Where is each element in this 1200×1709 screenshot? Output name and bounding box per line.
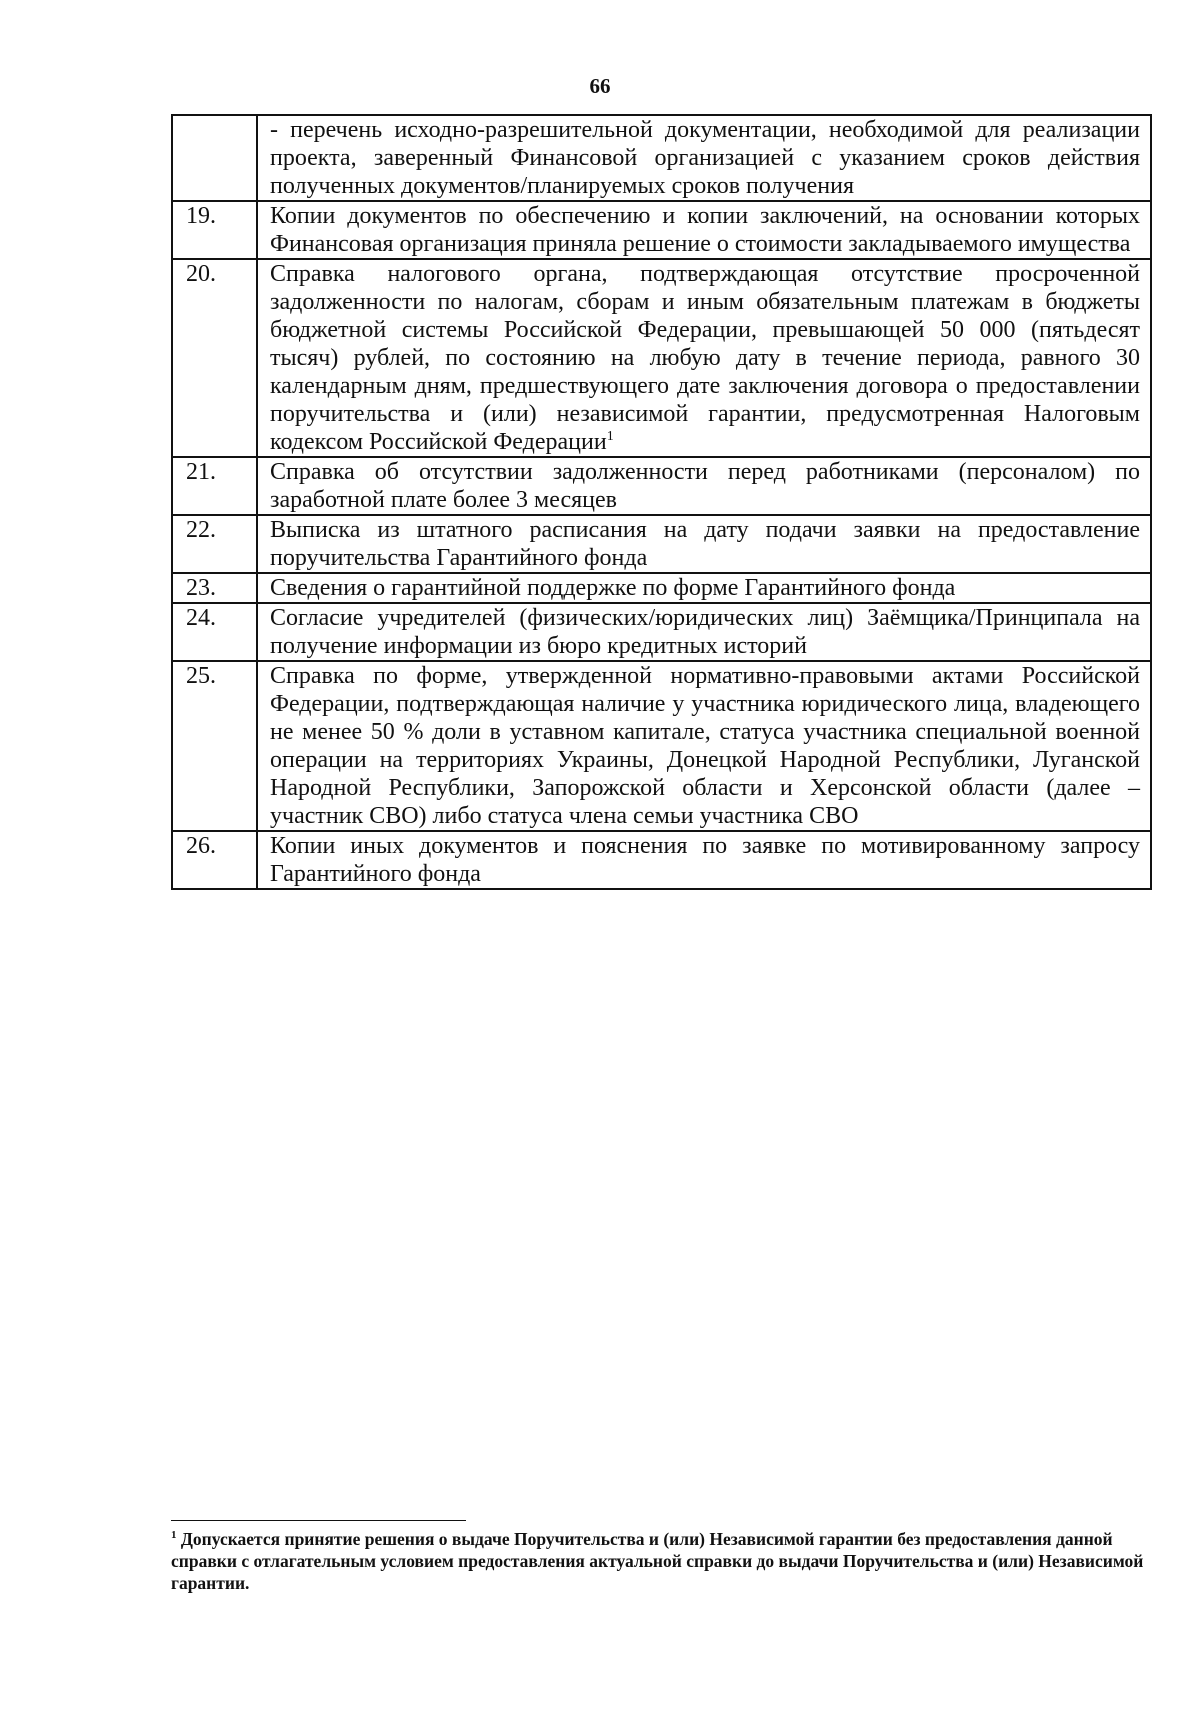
- table-row: [172, 661, 1151, 831]
- footnote: [171, 1528, 1156, 1594]
- row-text-cell: [257, 603, 1151, 661]
- row-text-cell: [257, 831, 1151, 889]
- documents-table-body: [172, 115, 1151, 889]
- row-text: Копии иных документов и пояснения по заявке по мотивированному запросу Гарантийного фонда: [270, 833, 1140, 887]
- row-text-cell: [257, 201, 1151, 259]
- footnote-marker: 1: [171, 1529, 177, 1542]
- row-text: Выписка из штатного расписания на дату подачи заявки на предоставление поручительства Гарантийного фонда: [270, 517, 1140, 571]
- row-text-cell: [257, 573, 1151, 603]
- table-row: [172, 115, 1151, 201]
- table-row: [172, 831, 1151, 889]
- row-number: [172, 115, 257, 201]
- documents-table: [171, 114, 1152, 890]
- footnote-separator: [171, 1520, 466, 1521]
- row-text: Справка об отсутствии задолженности перед работниками (персоналом) по заработной плате более 3 месяцев: [270, 459, 1140, 513]
- row-text: Сведения о гарантийной поддержке по форме Гарантийного фонда: [270, 575, 956, 601]
- row-number: 21.: [172, 457, 257, 515]
- row-number: 24.: [172, 603, 257, 661]
- row-text-cell: [257, 457, 1151, 515]
- row-number: 25.: [172, 661, 257, 831]
- table-row: [172, 573, 1151, 603]
- row-text: - перечень исходно-разрешительной документации, необходимой для реализации проекта, заверенный Финансовой организацией с указанием сроков действия полученных документов/планируемых сроков получения: [270, 117, 1140, 199]
- row-text-cell: [257, 661, 1151, 831]
- table-row: [172, 515, 1151, 573]
- row-text: Справка налогового органа, подтверждающая отсутствие просроченной задолженности по налогам, сборам и иным обязательным платежам в бюджеты бюджетной системы Российской Федерации, превышающей 50 000 (пятьдесят тысяч) рублей, по состоянию на любую дату в течение периода, равного 30 календарным дням, предшествующего дате заключения договора о предоставлении поручительства и (или) независимой гарантии, предусмотренная Налоговым кодексом Российской Федерации: [270, 261, 1140, 455]
- table-row: [172, 457, 1151, 515]
- row-number: 26.: [172, 831, 257, 889]
- footnote-reference: 1: [606, 429, 614, 444]
- row-number: 23.: [172, 573, 257, 603]
- row-text: Справка по форме, утвержденной нормативно-правовыми актами Российской Федерации, подтверждающая наличие у участника юридического лица, владеющего не менее 50 % доли в уставном капитале, статуса участника специальной военной операции на территориях Украины, Донецкой Народной Республики, Луганской Народной Республики, Запорожской области и Херсонской области (далее – участник СВО) либо статуса члена семьи участника СВО: [270, 663, 1140, 829]
- table-row: [172, 201, 1151, 259]
- row-number: 20.: [172, 259, 257, 457]
- page-number: 66: [589, 74, 611, 98]
- row-text-cell: [257, 259, 1151, 457]
- row-text-cell: [257, 515, 1151, 573]
- row-text: Согласие учредителей (физических/юридических лиц) Заёмщика/Принципала на получение информации из бюро кредитных историй: [270, 605, 1140, 659]
- row-text: Копии документов по обеспечению и копии заключений, на основании которых Финансовая организация приняла решение о стоимости закладываемого имущества: [270, 203, 1140, 257]
- row-text-cell: [257, 115, 1151, 201]
- row-number: 22.: [172, 515, 257, 573]
- table-row: [172, 603, 1151, 661]
- table-row: [172, 259, 1151, 457]
- footnote-text: Допускается принятие решения о выдаче Поручительства и (или) Независимой гарантии без предоставления данной справки с отлагательным условием предоставления актуальной справки до выдачи Поручительства и (или) Независимой гарантии.: [171, 1529, 1144, 1593]
- row-number: 19.: [172, 201, 257, 259]
